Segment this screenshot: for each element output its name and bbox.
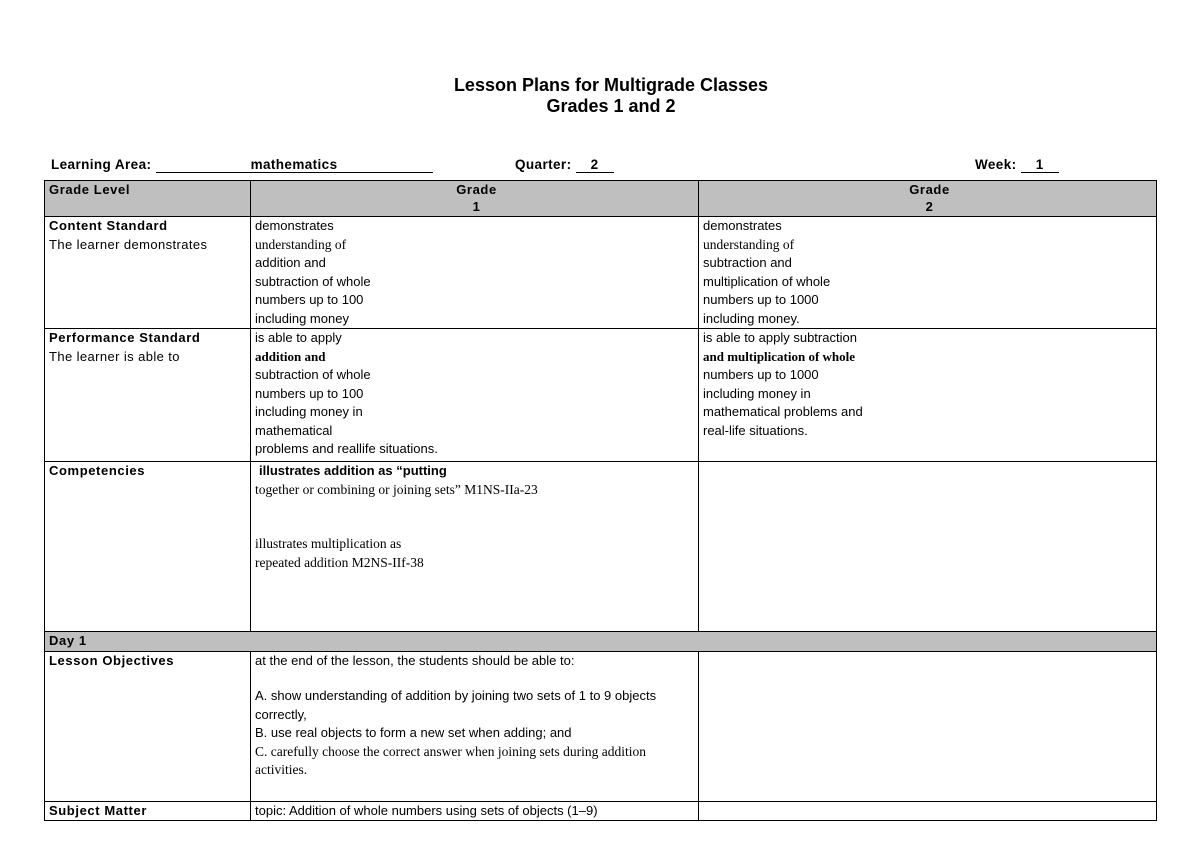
subject-matter-text: topic: Addition of whole numbers using sets of objects (1–9) <box>255 802 598 818</box>
document-title <box>0 75 1200 117</box>
text-line: real-life situations. <box>703 422 808 438</box>
text-line: numbers up to 1000 <box>703 292 819 307</box>
header-grade-2-label: Grade <box>909 182 950 197</box>
performance-standard-label-cell <box>45 329 251 462</box>
week-label: Week: <box>975 157 1017 172</box>
lesson-plan-table <box>44 180 1157 821</box>
week-text: 1 <box>1035 157 1044 172</box>
subject-matter-label-cell <box>45 801 251 821</box>
learning-area-label: Learning Area: <box>51 157 152 172</box>
spacer <box>255 517 698 535</box>
competencies-label: Competencies <box>49 463 146 478</box>
competency-line: illustrates multiplication as <box>255 536 402 551</box>
week-value <box>1021 158 1059 173</box>
lesson-objectives-label: Lesson Objectives <box>49 652 175 668</box>
competency-line: together or combining or joining sets” M1NS-IIa-23 <box>255 481 538 497</box>
learning-area-field <box>51 157 433 173</box>
performance-standard-label: Performance Standard <box>49 330 201 345</box>
header-grade-2 <box>699 181 1157 217</box>
performance-standard-grade-1 <box>251 329 699 462</box>
content-standard-sub: The learner demonstrates <box>49 236 208 252</box>
content-standard-label: Content Standard <box>49 218 168 233</box>
header-grade-1 <box>251 181 699 217</box>
quarter-label: Quarter: <box>515 157 572 172</box>
quarter-value <box>576 158 614 173</box>
objective-a: A. show understanding of addition by joining two sets of 1 to 9 objects correctly, <box>255 688 657 722</box>
performance-standard-grade-2 <box>699 329 1157 462</box>
text-line: mathematical <box>255 422 333 438</box>
content-standard-grade-2 <box>699 217 1157 329</box>
text-line: is able to apply <box>255 330 342 345</box>
text-line: understanding of <box>255 236 347 252</box>
text-line: subtraction of whole <box>255 273 371 289</box>
subject-matter-label: Subject Matter <box>49 802 147 818</box>
lesson-objectives-grade-1 <box>251 651 699 801</box>
day-row <box>45 632 1157 652</box>
spacer <box>255 499 698 517</box>
header-grade-1-label: Grade <box>456 182 497 197</box>
quarter-field <box>515 157 614 173</box>
text-line: numbers up to 100 <box>255 385 364 401</box>
content-standard-label-cell <box>45 217 251 329</box>
text-line: and multiplication of whole <box>703 348 856 364</box>
text-line: including money <box>255 310 349 326</box>
day-label: Day 1 <box>45 632 1157 652</box>
content-standard-grade-1 <box>251 217 699 329</box>
text-line: demonstrates <box>703 218 782 233</box>
text-line: including money in <box>255 404 363 419</box>
text-line: is able to apply subtraction <box>703 330 857 345</box>
text-line: including money. <box>703 310 800 326</box>
content-standard-row <box>45 217 1157 329</box>
text-line: problems and reallife situations. <box>255 441 438 456</box>
performance-standard-sub: The learner is able to <box>49 348 180 364</box>
week-field <box>975 157 1059 173</box>
subject-matter-grade-2 <box>699 801 1157 821</box>
objective-c: C. carefully choose the correct answer when joining sets during addition activities. <box>255 743 647 777</box>
quarter-text: 2 <box>590 157 599 172</box>
text-line: understanding of <box>703 236 795 252</box>
lesson-objectives-row <box>45 651 1157 801</box>
competencies-grade-1 <box>251 462 699 632</box>
learning-area-value <box>156 158 433 173</box>
competencies-label-cell <box>45 462 251 632</box>
text-line: addition and <box>255 348 326 364</box>
competency-line: illustrates addition as “putting <box>259 463 447 478</box>
title-line-1: Lesson Plans for Multigrade Classes <box>453 75 769 95</box>
performance-standard-row <box>45 329 1157 462</box>
text-line: numbers up to 100 <box>255 292 364 307</box>
header-grade-1-number: 1 <box>472 199 481 214</box>
spacer <box>255 670 698 687</box>
competencies-row <box>45 462 1157 632</box>
text-line: subtraction of whole <box>255 367 371 382</box>
header-grade-level: Grade Level <box>45 181 251 217</box>
learning-area-text: mathematics <box>250 157 338 172</box>
text-line: subtraction and <box>703 255 792 270</box>
lesson-objectives-label-cell <box>45 651 251 801</box>
subject-matter-row <box>45 801 1157 821</box>
text-line: including money in <box>703 385 811 401</box>
text-line: demonstrates <box>255 218 334 233</box>
competency-line: repeated addition M2NS-IIf-38 <box>255 554 424 570</box>
text-line: mathematical problems and <box>703 404 863 419</box>
competencies-grade-2 <box>699 462 1157 632</box>
text-line: addition and <box>255 255 326 270</box>
objective-b: B. use real objects to form a new set when adding; and <box>255 725 572 740</box>
lesson-objectives-grade-2 <box>699 651 1157 801</box>
title-line-2: Grades 1 and 2 <box>546 96 676 116</box>
text-line: multiplication of whole <box>703 273 831 289</box>
header-grade-2-number: 2 <box>925 199 934 214</box>
objective-intro: at the end of the lesson, the students should be able to: <box>255 652 575 668</box>
header-row <box>45 181 1157 217</box>
subject-matter-grade-1 <box>251 801 699 821</box>
text-line: numbers up to 1000 <box>703 367 819 382</box>
